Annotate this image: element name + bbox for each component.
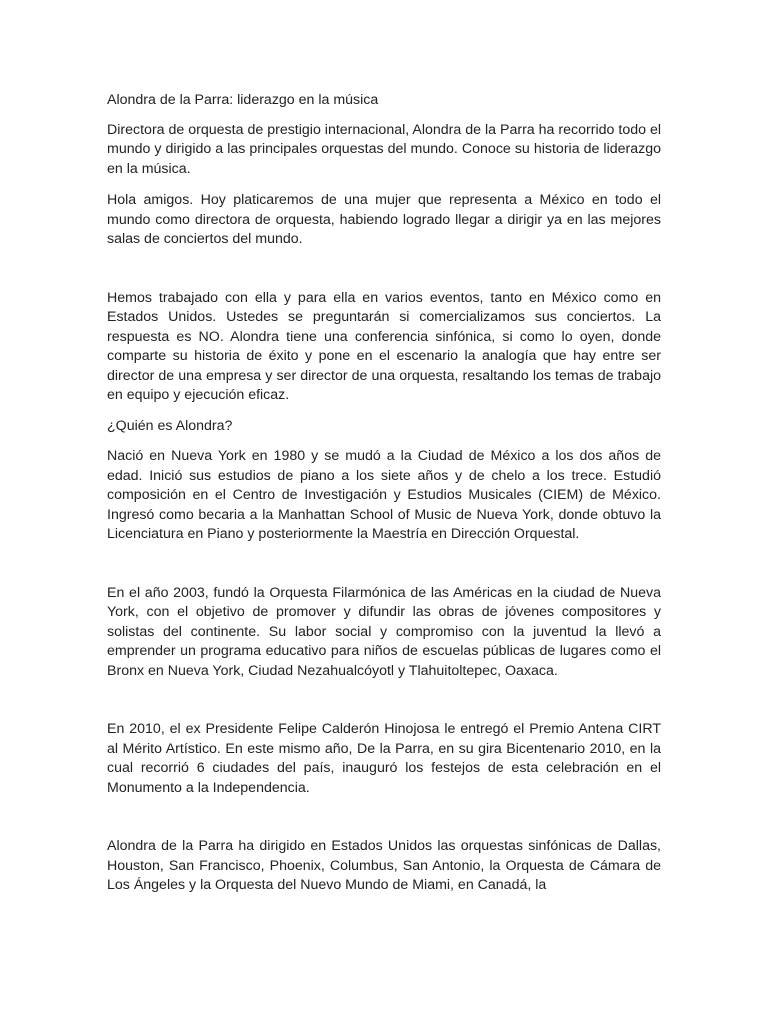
document-title: Alondra de la Parra: liderazgo en la música [107,92,379,108]
paragraph-2003: En el año 2003, fundó la Orquesta Filarmónica de las Américas en la ciudad de Nueva York, con el objetivo de promover y difundir las obras de jóvenes compositores y solistas del continente. Su labor social y compromiso con la juventud la llevó a emprender un programa educativo para niños de escuelas públicas de lugares como el Bronx en Nueva York, Ciudad Nezahualcóyotl y Tlahuitoltepec, Oaxaca. [107,584,661,679]
paragraph-orquestas: Alondra de la Parra ha dirigido en Estados Unidos las orquestas sinfónicas de Dallas, Houston, San Francisco, Phoenix, Columbus, San Antonio, la Orquesta de Cámara de Los Ángeles y la Orquesta del Nuevo Mundo de Miami, en Canadá, la [107,838,661,893]
paragraph-2010: En 2010, el ex Presidente Felipe Calderón Hinojosa le entregó el Premio Antena CIRT al Mérito Artístico. En este mismo año, De la Parra, en su gira Bicentenario 2010, en la cual recorrió 6 ciudades del país, inauguró los festejos de esta celebración en el Monumento a la Independencia. [107,721,661,796]
document-page [107,91,661,896]
paragraph-intro: Directora de orquesta de prestigio internacional, Alondra de la Parra ha recorrido todo el mundo y dirigido a las principales orquestas del mundo. Conoce su historia de liderazgo en la música. [107,121,661,177]
section-heading-quien: ¿Quién es Alondra? [107,417,233,434]
paragraph-hemos: Hemos trabajado con ella y para ella en varios eventos, tanto en México como en Estados Unidos. Ustedes se preguntarán si comercializamos sus conciertos. La respuesta es NO. Alondra tiene una conferencia sinfónica, si como lo oyen, donde comparte su historia de éxito y pone en el escenario la analogía que hay entre ser director de una empresa y ser director de una orquesta, resaltando los temas de trabajo en equipo y ejecución eficaz. [107,289,661,403]
paragraph-hola: Hola amigos. Hoy platicaremos de una mujer que representa a México en todo el mundo como directora de orquesta, habiendo logrado llegar a dirigir ya en las mejores salas de conciertos del mundo. [107,192,661,247]
paragraph-nacio: Nació en Nueva York en 1980 y se mudó a la Ciudad de México a los dos años de edad. Inició sus estudios de piano a los siete años y de chelo a los trece. Estudió composición en el Centro de Investigación y Estudios Musicales (CIEM) de México. Ingresó como becaria a la Manhattan School of Music de Nueva York, donde obtuvo la Licenciatura en Piano y posteriormente la Maestría en Dirección Orquestal. [107,448,661,542]
